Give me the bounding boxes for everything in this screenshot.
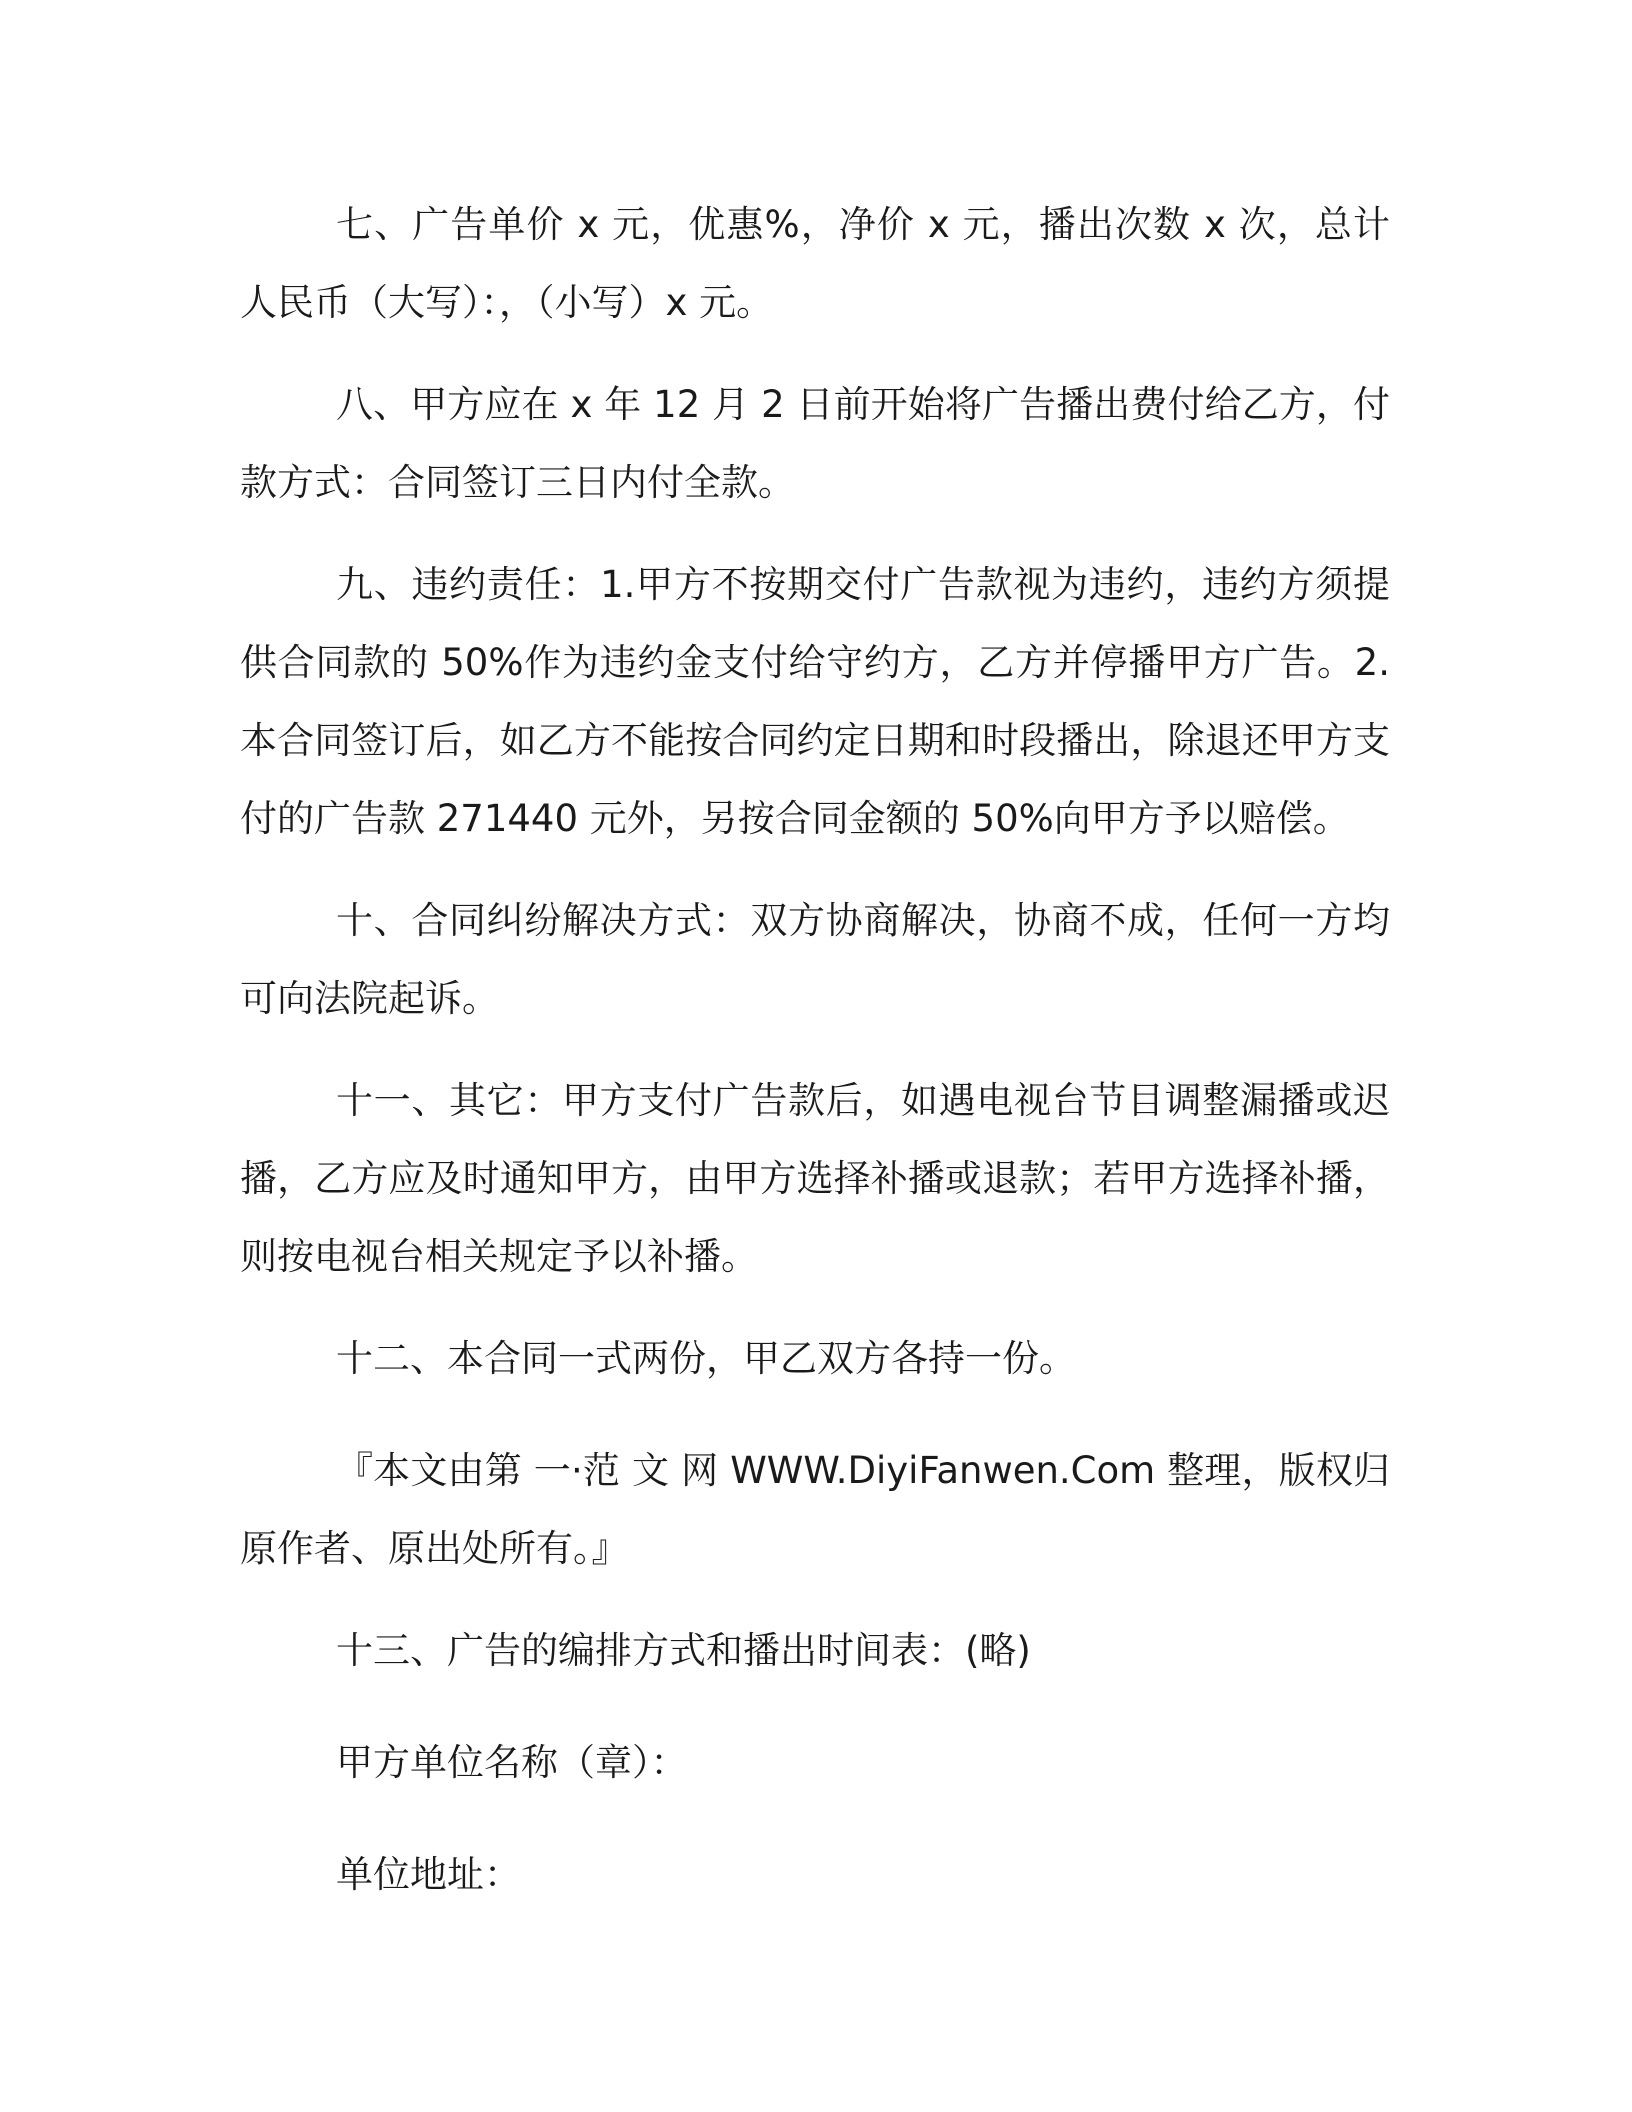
party-a-name-field: 甲方单位名称（章）： <box>336 1741 688 1784</box>
clause-9-liability: 九、违约责任：1.甲方不按期交付广告款视为违约，违约方须提供合同款的 50%作为违约金支付给守约方，乙方并停播甲方广告。2.本合同签订后，如乙方不能按合同约定日期和时段播出，除退还甲方支付的广告款 271440 元外，另按合同金额的 50%向甲方予以赔偿。 <box>240 563 1390 840</box>
clause-7-price: 七、广告单价 x 元，优惠%，净价 x 元，播出次数 x 次，总计人民币（大写）：，（小写）x 元。 <box>240 203 1390 324</box>
source-notice: 『本文由第 一·范 文 网 WWW.DiyiFanwen.Com 整理，版权归原作者、原出处所有。』 <box>240 1449 1390 1570</box>
clause-8-payment: 八、甲方应在 x 年 12 月 2 日前开始将广告播出费付给乙方，付款方式：合同签订三日内付全款。 <box>240 383 1390 504</box>
clause-11-other: 十一、其它：甲方支付广告款后，如遇电视台节目调整漏播或迟播，乙方应及时通知甲方，由甲方选择补播或退款；若甲方选择补播，则按电视台相关规定予以补播。 <box>240 1079 1390 1278</box>
clause-10-dispute: 十、合同纠纷解决方式：双方协商解决，协商不成，任何一方均可向法院起诉。 <box>240 899 1390 1020</box>
document-body <box>240 186 1390 1948</box>
clause-13-schedule: 十三、广告的编排方式和播出时间表：(略) <box>336 1629 1031 1672</box>
unit-address-field: 单位地址： <box>336 1853 521 1896</box>
clause-12-copies: 十二、本合同一式两份，甲乙双方各持一份。 <box>336 1337 1076 1380</box>
